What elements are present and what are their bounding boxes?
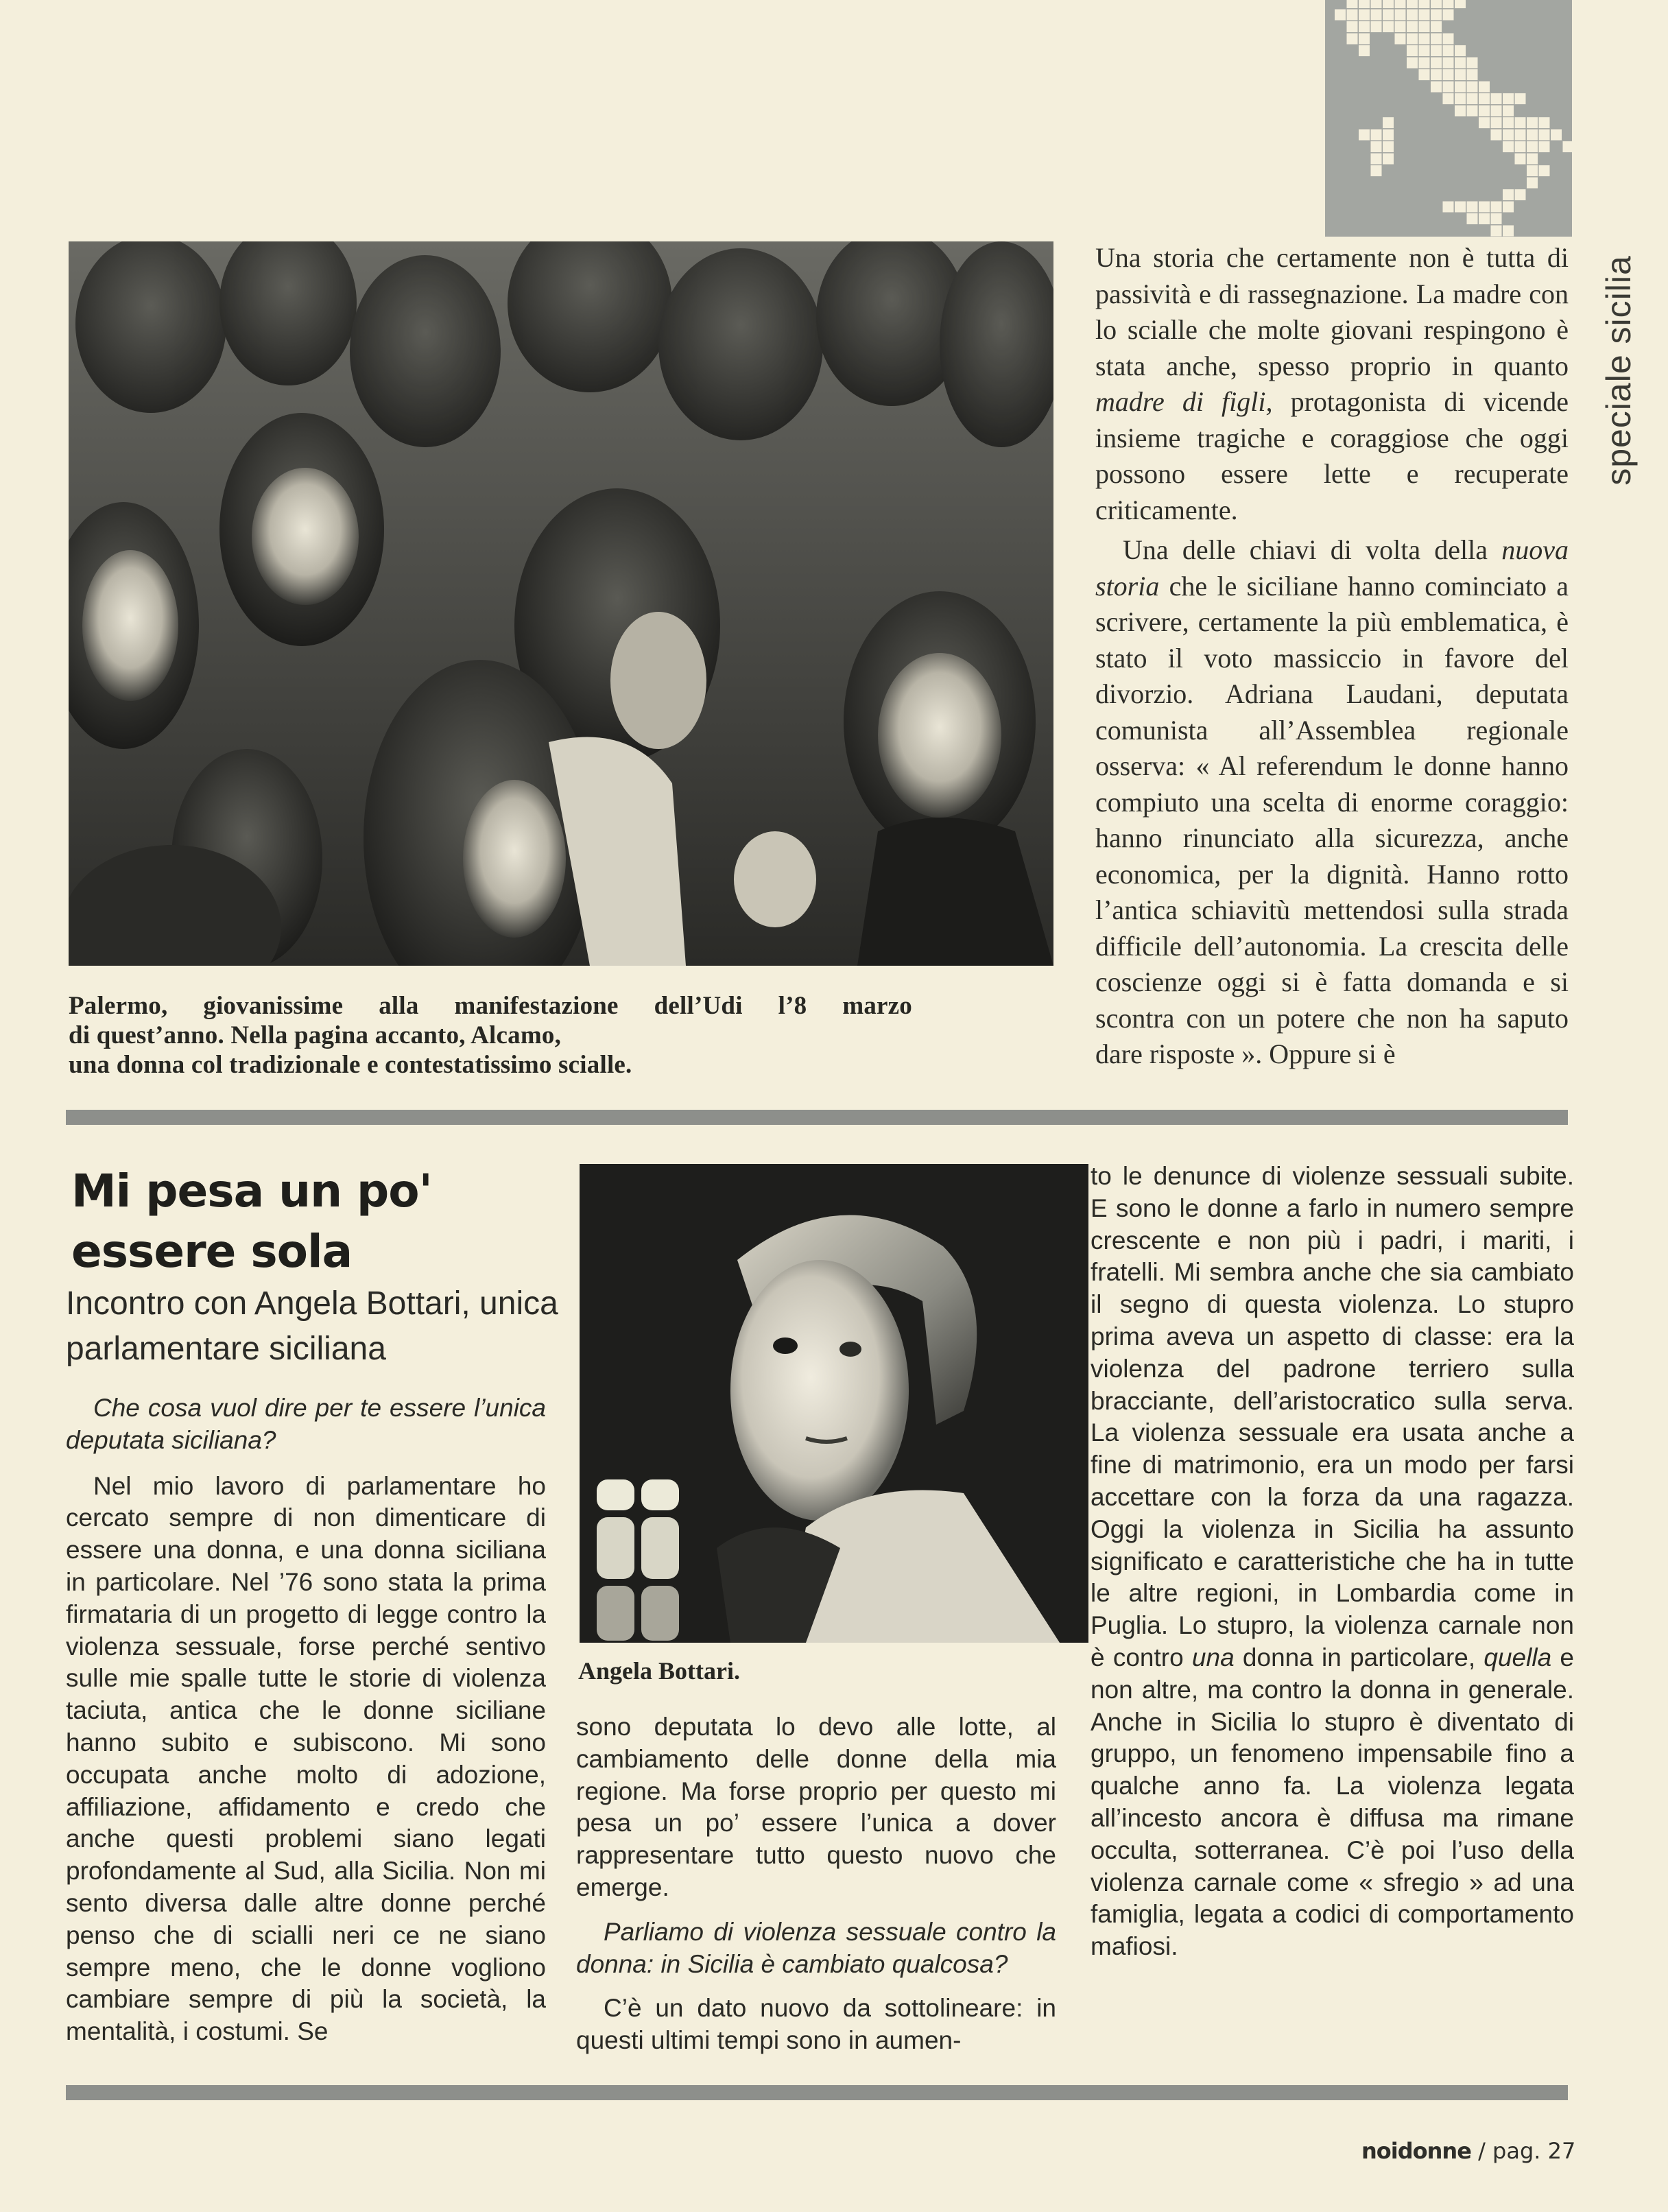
map-cell [1491,106,1502,117]
section-divider [66,1110,1568,1125]
map-cell [1419,10,1430,21]
map-cell [1383,130,1394,141]
map-cell [1539,141,1550,152]
map-cell [1335,10,1346,21]
map-cell [1443,45,1454,56]
map-cell [1419,58,1430,69]
map-cell [1431,10,1442,21]
map-cell [1407,58,1418,69]
interview-answer: C’è un dato nuovo da sottolineare: in questi ultimi tempi sono in aumen- [576,1994,1056,2055]
italic-run: nuova storia [1095,534,1569,602]
interview-column-3 [1091,1161,1574,1963]
map-cell [1383,21,1394,32]
map-cell [1431,58,1442,69]
map-cell [1503,141,1514,152]
article-column-top-right [1095,240,1569,1073]
section-label [1591,233,1646,508]
interview-answer: Nel mio lavoro di parlamentare ho cercato sempre di non dimenticare di essere una donna, e una donna siciliana in particolare. Nel ’76 sono stata la prima firmataria di un progetto di legge contro la violenza sessuale, forse perché sentivo sulle mie spalle tutte le storie di violenza taciuta, antica che le donne siciliane hanno subito e subiscono. Mi sono occupata anche molto di adozione, affiliazione, affidamento e credo che anche questi problemi siano legati profondamente al Sud, alla Sicilia. Non mi sento diversa dalle altre donne perché penso che di scialli neri ce ne siano sempre meno, che le donne vogliono cambiare sempre di più la società, la mentalità, i costumi. Se [66,1471,546,2046]
map-cell [1503,202,1514,213]
map-cell [1359,130,1370,141]
map-cell [1443,82,1454,93]
map-cell [1467,93,1478,104]
map-cell [1419,45,1430,56]
italy-map-grid-icon [1325,0,1572,237]
map-cell [1395,21,1406,32]
map-cell [1455,202,1466,213]
map-cell [1443,69,1454,80]
map-cell [1479,117,1490,128]
map-cell [1407,21,1418,32]
map-cell [1431,69,1442,80]
map-cell [1527,117,1538,128]
map-cell [1419,69,1430,80]
map-cell [1359,34,1370,45]
map-cell [1467,82,1478,93]
map-cell [1527,165,1538,176]
map-cell [1347,0,1358,8]
map-cell [1467,202,1478,213]
map-cell [1455,93,1466,104]
map-cell [1455,69,1466,80]
section-divider [66,2085,1568,2100]
map-cell [1371,165,1382,176]
map-cell [1371,21,1382,32]
map-cell [1479,93,1490,104]
map-cell [1479,202,1490,213]
interview-question: Parliamo di violenza sessuale contro la donna: in Sicilia è cambiato qualcosa? [576,1917,1056,1978]
map-cell [1515,130,1526,141]
map-cell [1479,82,1490,93]
text-run: che le siciliane hanno cominciato a scrivere, certamente la più emblematica, è stato il voto massiccio in favore del divorzio. Adriana Laudani, deputata comunista all’Assemblea regionale osserva: « Al referendum le donne hanno compiuto una scelta di enorme coraggio: hanno rinunciato alla sicurezza, anche economica, per la dignità. Hanno rotto l’antica schiavitù mettendosi sulla strada difficile dell’autonomia. La crescita delle coscienze oggi si è fatta domanda e si scontra con un potere che non ha saputo dare risposte ». Oppure si è [1095,570,1569,1069]
map-cell [1551,130,1562,141]
map-cell [1443,0,1454,8]
paragraph-gap [576,1904,1056,1916]
italic-run: una [1191,1643,1235,1672]
map-cell [1359,21,1370,32]
map-cell [1443,58,1454,69]
map-cell [1467,69,1478,80]
map-cell [1467,58,1478,69]
page-number: pag. 27 [1492,2138,1576,2164]
page-footer [1361,2138,1575,2164]
map-cell [1527,130,1538,141]
map-cell [1431,82,1442,93]
italic-run: quella [1484,1643,1552,1672]
map-cell [1371,130,1382,141]
section-label-text: speciale sicilia [1599,255,1638,486]
map-cell [1539,117,1550,128]
map-cell [1515,154,1526,165]
map-cell [1407,34,1418,45]
map-cell [1503,93,1514,104]
text-run: to le denunce di violenze sessuali subite. E sono le donne a farlo in numero sempre crescente e non più i padri, i mariti, i fratelli. Mi sembra anche che sia cambiato il segno di questa violenza. Lo stupro prima aveva un aspetto di classe: era la violenza del padrone terriero sulla bracciante, dell’aristocratico sulla serva. La violenza sessuale era usata anche a fine di matrimonio, era un modo per farsi accettare con la forza da una ragazza. Oggi la violenza in Sicilia ha assunto significato e caratteristiche che ha in tutte le altre regioni, in Lombardia come in Puglia. Lo stupro, la violenza carnale non è contro [1091,1162,1574,1672]
crowd-photo-image [69,241,1053,966]
map-cell [1503,106,1514,117]
map-cell [1419,0,1430,8]
map-cell [1563,141,1573,152]
map-cell [1515,117,1526,128]
portrait-caption: Angela Bottari. [578,1657,740,1685]
portrait-photo-image [580,1164,1088,1643]
map-cell [1455,82,1466,93]
map-cell [1431,34,1442,45]
map-cell [1455,58,1466,69]
map-cell [1395,34,1406,45]
text-run: Una storia che certamente non è tutta di passività e di rassegnazione. La madre con lo scialle che molte giovani respingono è stata anche, spesso proprio in quanto [1095,242,1569,381]
text-run: protagonista di vicende insieme tragiche e coraggiose che oggi possono essere lette e recuperate criticamente. [1095,386,1569,525]
map-cell [1443,34,1454,45]
map-cell [1359,45,1370,56]
map-cell [1383,117,1394,128]
footer-separator: / [1478,2138,1486,2164]
interview-column-1 [66,1392,546,2048]
map-cell [1503,117,1514,128]
map-cell [1383,10,1394,21]
map-cell [1443,93,1454,104]
interview-column-2 [576,1711,1056,2057]
map-cell [1491,226,1502,237]
map-cell [1527,178,1538,189]
paragraph-gap [66,1457,546,1471]
map-cell [1491,117,1502,128]
map-cell [1527,154,1538,165]
italic-run: madre di figli, [1095,386,1273,417]
map-cell [1539,165,1550,176]
map-cell [1503,226,1514,237]
map-cell [1527,141,1538,152]
interview-headline: Mi pesa un po' essere sola [71,1165,432,1278]
map-cell [1455,0,1466,8]
map-grid-svg [1325,0,1572,237]
map-cell [1515,189,1526,200]
map-cell [1491,202,1502,213]
map-cell [1491,213,1502,224]
map-cell [1443,202,1454,213]
paragraph-gap [576,1980,1056,1993]
crowd-photo-caption [69,991,912,1080]
article-paragraph [1095,240,1569,528]
map-cell [1407,0,1418,8]
map-cell [1503,130,1514,141]
caption-line: Palermo, giovanissime alla manifestazione dell’Udi l’8 marzo [69,992,912,1020]
map-cell [1419,21,1430,32]
map-cell [1347,21,1358,32]
caption-line: di quest’anno. Nella pagina accanto, Alcamo, [69,1021,562,1049]
map-cell [1395,10,1406,21]
portrait-photo [580,1164,1088,1643]
map-cell [1431,21,1442,32]
map-cell [1491,93,1502,104]
map-cell [1479,106,1490,117]
interview-question: Che cosa vuol dire per te essere l’unica deputata siciliana? [66,1394,546,1454]
map-cell [1383,141,1394,152]
map-cell [1479,213,1490,224]
interview-answer [1091,1161,1574,1963]
map-cell [1467,213,1478,224]
map-cell [1455,106,1466,117]
text-run: donna in particolare, [1234,1643,1484,1672]
map-cell [1383,0,1394,8]
map-cell [1539,130,1550,141]
magazine-brand: noidonne [1361,2138,1471,2164]
map-cell [1407,10,1418,21]
map-cell [1371,0,1382,8]
map-cell [1347,10,1358,21]
map-cell [1503,189,1514,200]
map-cell [1371,141,1382,152]
text-run: e non altre, ma contro la donna in generale. Anche in Sicilia lo stupro è diventato di gruppo, un fenomeno impensabile fino a qualche anno fa. La violenza legata all’incesto ancora è diffusa ma rimane occulta, sotterranea. C’è poi l’uso della violenza carnale come « sfregio » ad una famiglia, legata a codici di comportamento mafiosi. [1091,1643,1574,1961]
map-cell [1371,10,1382,21]
map-cell [1431,45,1442,56]
map-cell [1359,10,1370,21]
interview-answer: sono deputata lo devo alle lotte, al cambiamento delle donne della mia regione. Ma forse proprio per questo mi pesa un po’ essere l’unica a dover rappresentare tutto questo nuovo che emerge. [576,1713,1056,1901]
caption-line: una donna col tradizionale e contestatissimo scialle. [69,1051,632,1079]
map-cell [1515,93,1526,104]
map-cell [1419,34,1430,45]
map-cell [1455,45,1466,56]
map-cell [1371,154,1382,165]
map-cell [1491,130,1502,141]
map-cell [1383,154,1394,165]
crowd-photo [69,241,1053,966]
article-paragraph [1095,532,1569,1073]
map-cell [1347,34,1358,45]
map-cell [1431,0,1442,8]
map-cell [1395,0,1406,8]
interview-subheadline: Incontro con Angela Bottari, unica parlamentare siciliana [66,1285,558,1367]
map-cell [1407,45,1418,56]
text-run: Una delle chiavi di volta della [1123,534,1502,565]
map-cell [1515,141,1526,152]
map-cell [1443,10,1454,21]
map-cell [1467,106,1478,117]
map-cell [1359,0,1370,8]
